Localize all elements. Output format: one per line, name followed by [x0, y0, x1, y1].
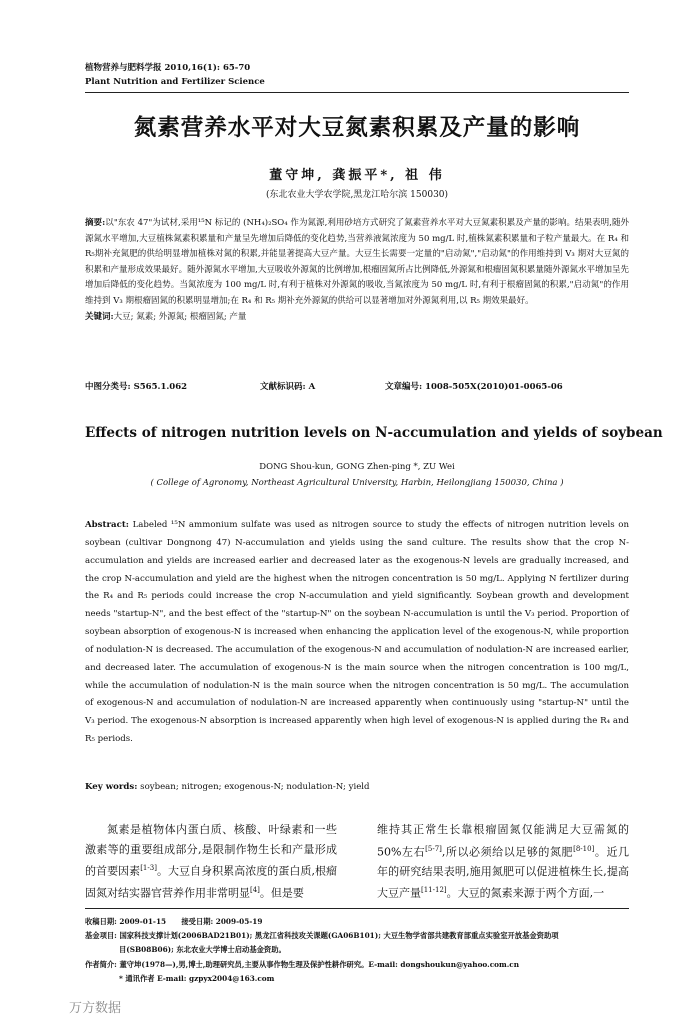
funding-line: [85, 929, 629, 943]
affiliation-en: ( College of Agronomy, Northeast Agricultural University, Harbin, Heilongjiang 150030, China ): [150, 478, 564, 488]
abstract-en-text: Labeled ¹⁵N ammonium sulfate was used as nitrogen source to study the effects of nitrogen nutrition levels on soybean (cultivar Dongnong 47) N-accumulation and yields using the sand culture. The results show that the crop N-accumulation and yields are increased earlier and decreased later as the exogenous-N levels are gradually increased, and the crop N-accumulation and yield are the highest when the nitrogen concentration is 50 mg/L. Applying N fertilizer during the R₄ and R₅ periods could increase the crop N-accumulation and yield significantly. Soybean growth and development needs "startup-N", and the best effect of the "startup-N" on the soybean N-accumulation is until the V₃ period. Proportion of soybean absorption of exogenous-N is increased when enhancing the application level of the exogenous-N, while proportion of nodulation-N is decreased. The accumulation of the exogenous-N and accumulation of nodulation-N are increased earlier, and decreased later. The accumulation of exogenous-N is the main source when the nitrogen concentration is 100 mg/L, while the accumulation of nodulation-N is the main source when the nitrogen concentration is 50 mg/L. The accumulation of exogenous-N and accumulation of nodulation-N are increased apparently when continuously using "startup-N" until the V₃ period. The exogenous-N absorption is increased apparently when high level of exogenous-N is applied during the R₄ and R₅ periods.: [85, 520, 630, 745]
journal-header: [85, 61, 265, 89]
keywords-cn: [85, 310, 629, 326]
body-left-text: 氮素是植物体内蛋白质、核酸、叶绿素和一些激素等的重要组成部分,是限制作物生长和产量形成的首要因素: [85, 823, 337, 878]
keywords-en-text: soybean; nitrogen; exogenous-N; nodulation-N; yield: [140, 782, 370, 792]
watermark: 万方数据: [69, 1001, 122, 1016]
authors-cn: 董守坤, 龚振平*, 祖 伟: [269, 168, 445, 183]
citation[interactable]: [5-7]: [425, 844, 442, 853]
citation[interactable]: [8-10]: [573, 844, 595, 853]
received-date: 收稿日期: 2009-01-15: [85, 917, 167, 926]
body-left-text-3: 。但是要: [259, 886, 304, 900]
funding-text: 国家科技支撑计划(2006BAD21B01); 黑龙江省科技攻关课题(GA06B101); 大豆生物学省部共建教育部重点实验室开放基金资助项: [119, 931, 559, 941]
citation[interactable]: [4]: [250, 886, 260, 895]
header-divider: [85, 92, 629, 93]
journal-name-cn: 植物营养与肥料学报 2010,16(1): 65-70: [85, 63, 251, 73]
corresponding-author: * 通讯作者 E-mail: gzpyx2004@163.com: [119, 973, 275, 983]
article-number: 文章编号: 1008-505X(2010)01-0065-06: [385, 382, 563, 392]
funding-label: 基金项目:: [85, 931, 117, 941]
body-right-text: 维持其正常生长靠根瘤固氮仅能满足大豆需氮的 50%左右: [377, 823, 629, 859]
body-column-left: [85, 820, 337, 903]
body-right-text-2: ,所以必须给以足够的氮肥: [441, 845, 574, 859]
title-en: Effects of nitrogen nutrition levels on N-accumulation and yields of soybean: [85, 425, 663, 441]
abstract-cn: [85, 216, 629, 325]
classification-row: [85, 380, 629, 392]
citation[interactable]: [11-12]: [421, 886, 447, 895]
footnotes: [85, 915, 629, 986]
abstract-cn-label: 摘要:: [85, 218, 106, 228]
body-column-right: [377, 820, 629, 903]
keywords-cn-text: 大豆; 氮素; 外源氮; 根瘤固氮; 产量: [113, 311, 247, 322]
authors-en: DONG Shou-kun, GONG Zhen-ping *, ZU Wei: [259, 462, 455, 472]
clc-number: 中图分类号: S565.1.062: [85, 382, 188, 392]
body-right-text-4: 。大豆的氮素来源于两个方面,一: [446, 886, 605, 900]
document-code: 文献标识码: A: [260, 382, 316, 392]
keywords-en-label: Key words:: [85, 782, 138, 792]
funding-line-2: 目(SB08B06); 东北农业大学博士启动基金资助。: [119, 945, 286, 955]
affiliation-cn: (东北农业大学农学院,黑龙江哈尔滨 150030): [265, 190, 449, 200]
body-left-text-2: 。大豆自身积累高浓度的蛋白质,根瘤固氮对结实器官营养作用非常明显: [85, 864, 338, 900]
author-bio-text: 董守坤(1978—),男,博士,助理研究员,主要从事作物生理及保护性耕作研究。E-mail: dongshoukun@yahoo.com.cn: [119, 959, 520, 969]
keywords-en: [85, 782, 629, 792]
abstract-en-label: Abstract:: [85, 520, 129, 530]
journal-name-en: Plant Nutrition and Fertilizer Science: [85, 77, 265, 87]
accepted-date: 接受日期: 2009-05-19: [181, 917, 263, 926]
author-bio-line: [85, 958, 629, 972]
author-bio-label: 作者简介:: [85, 959, 117, 969]
footnote-divider: [85, 908, 629, 909]
abstract-en: [85, 517, 629, 749]
body-right-text-3: 。近几年的研究结果表明,施用氮肥可以促进植株生长,提高大豆产量: [377, 845, 630, 900]
citation[interactable]: [1-3]: [140, 864, 157, 872]
abstract-cn-text: 以"东农 47"为试材,采用¹⁵N 标记的 (NH₄)₂SO₄ 作为氮源,利用砂培方式研究了氮素营养水平对大豆氮素积累及产量的影响。结果表明,随外源氮水平增加,大豆植株氮素积累量和产量呈先增加后降低的变化趋势,当营养液氮浓度为 50 mg/L 时,植株氮素积累量和子粒产量最大。在 R₄ 和 R₅期补充氮肥的供给明显增加植株对氮的积累,并能显著提高大豆产量。大豆生长需要一定量的"启动氮","启动氮"的作用维持到 V₃ 期对大豆氮的积累和产量形成效果最好。随外源氮水平增加,大豆吸收外源氮的比例增加,根瘤固氮所占比例降低,外源氮和根瘤固氮积累量随外源氮水平增加呈先增加后降低的变化趋势。当氮浓度为 100 mg/L 时,有利于植株对外源氮的吸收,当氮浓度为 50 mg/L 时,有利于根瘤固氮的积累,"启动氮"的作用维持到 V₃ 期根瘤固氮的积累明显增加;在 R₄ 和 R₅ 期补充外源氮的供给可以显著增加对外源氮利用,以 R₅ 期效果最好。: [85, 218, 630, 306]
dates-line: [85, 915, 629, 929]
title-cn: 氮素营养水平对大豆氮素积累及产量的影响: [133, 115, 581, 141]
keywords-cn-label: 关键词:: [85, 311, 114, 322]
